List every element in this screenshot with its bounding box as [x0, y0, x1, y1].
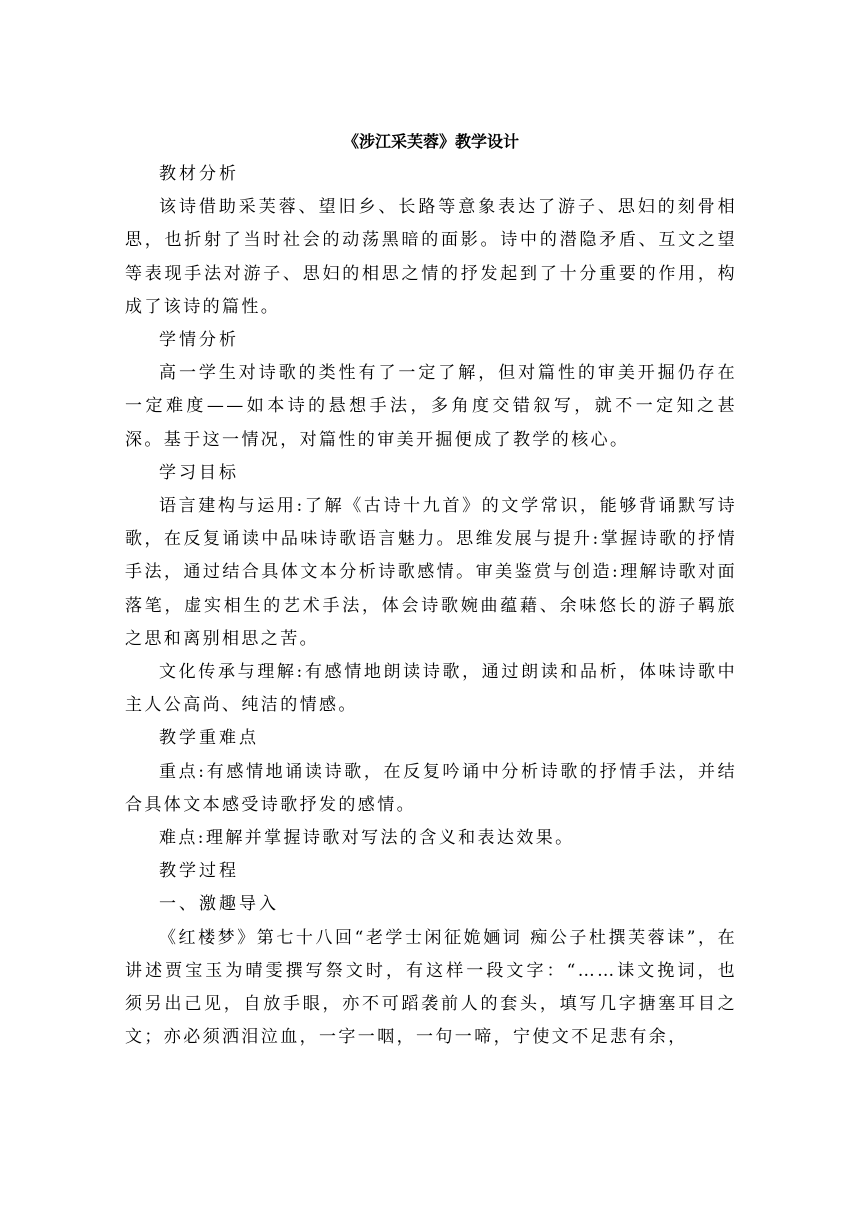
paragraph-learning-goals: 语言建构与运用:了解《古诗十九首》的文学常识，能够背诵默写诗歌，在反复诵读中品味诗歌语言魅力。思维发展与提升:掌握诗歌的抒情手法，通过结合具体文本分析诗歌感情。审美鉴赏与创造:理解诗歌对面落笔，虚实相生的艺术手法，体会诗歌婉曲蕴藉、余味悠长的游子羁旅之思和离别相思之苦。	[125, 496, 737, 649]
paragraph-key-point: 重点:有感情地诵读诗歌，在反复吟诵中分析诗歌的抒情手法，并结合具体文本感受诗歌抒发的感情。	[125, 761, 737, 815]
document-title: 《涉江采芙蓉》教学设计	[342, 132, 519, 151]
section-heading-learner-analysis: 学情分析	[159, 330, 239, 351]
section-heading-textbook-analysis: 教材分析	[159, 164, 239, 184]
paragraph-introduction: 《红楼梦》第七十八回“老学士闲征姽婳词 痴公子杜撰芙蓉诔”，在讲述贾宝玉为晴雯撰写祭文时，有这样一段文字：“……诔文挽词，也须另出己见，自放手眼，亦不可蹈袭前人的套头，填写几字搪塞耳目之文；亦必须洒泪泣血，一字一咽，一句一啼，宁使文不足悲有余，	[125, 927, 737, 1048]
section-heading-learning-goals: 学习目标	[159, 462, 239, 483]
paragraph-textbook-analysis: 该诗借助采芙蓉、望旧乡、长路等意象表达了游子、思妇的刻骨相思，也折射了当时社会的动荡黑暗的面影。诗中的潜隐矛盾、互文之望等表现手法对游子、思妇的相思之情的抒发起到了十分重要的作用，构成了该诗的篇性。	[125, 197, 737, 317]
paragraph-learner-analysis: 高一学生对诗歌的类性有了一定了解，但对篇性的审美开掘仍存在一定难度——如本诗的悬想手法，多角度交错叙写，就不一定知之甚深。基于这一情况，对篇性的审美开掘便成了教学的核心。	[125, 363, 737, 450]
paragraph-cultural-goal: 文化传承与理解:有感情地朗读诗歌，通过朗读和品析，体味诗歌中主人公高尚、纯洁的情感。	[125, 662, 737, 716]
subsection-heading-introduction: 一、激趣导入	[159, 894, 279, 915]
paragraph-difficult-point: 难点:理解并掌握诗歌对写法的含义和表达效果。	[159, 828, 575, 849]
section-heading-key-points: 教学重难点	[159, 728, 259, 749]
document-page	[125, 128, 737, 1054]
section-heading-teaching-process: 教学过程	[159, 861, 239, 882]
